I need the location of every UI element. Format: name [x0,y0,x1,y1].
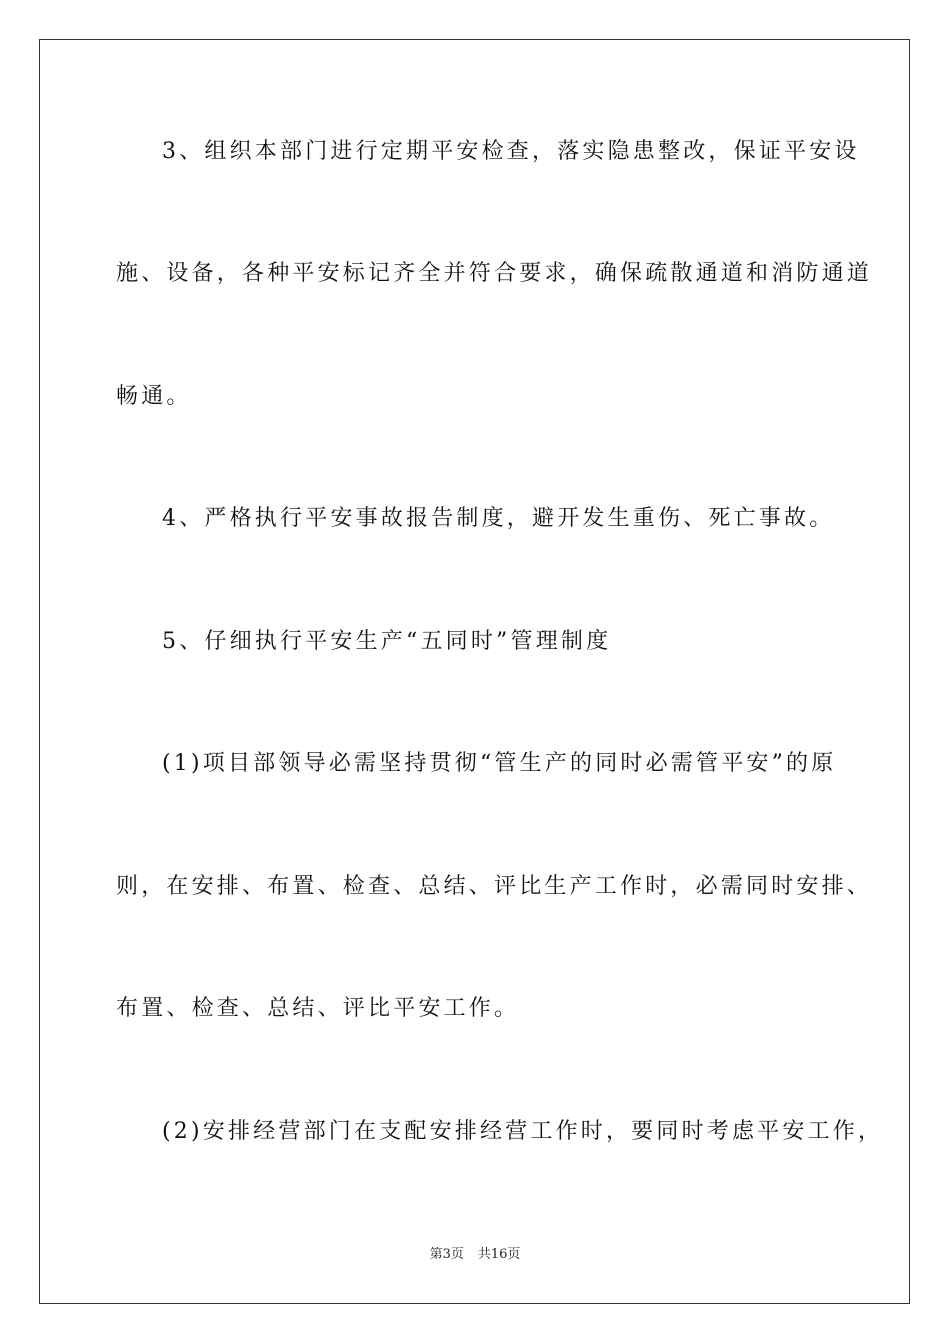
paragraph-line: 施、设备，各种平安标记齐全并符合要求，确保疏散通道和消防通道 [116,261,873,286]
paragraph-line: 布置、检查、总结、评比平安工作。 [116,996,520,1021]
paragraph-line: (1)项目部领导必需坚持贯彻“管生产的同时必需管平安”的原 [162,751,837,776]
paragraph-line: (2)安排经营部门在支配安排经营工作时，要同时考虑平安工作， [162,1119,884,1144]
page-total: 共16页 [477,1247,521,1262]
paragraph-line: 则，在安排、布置、检查、总结、评比生产工作时，必需同时安排、 [116,874,873,899]
page-footer [0,1246,950,1264]
page-number: 第3页 [429,1247,464,1262]
page-border [39,39,910,1304]
paragraph-line: 畅通。 [116,384,192,409]
paragraph-line: 5、仔细执行平安生产“五同时”管理制度 [162,629,612,654]
paragraph-line: 4、严格执行平安事故报告制度，避开发生重伤、死亡事故。 [162,506,835,531]
paragraph-line: 3、组织本部门进行定期平安检查，落实隐患整改，保证平安设 [162,139,860,164]
